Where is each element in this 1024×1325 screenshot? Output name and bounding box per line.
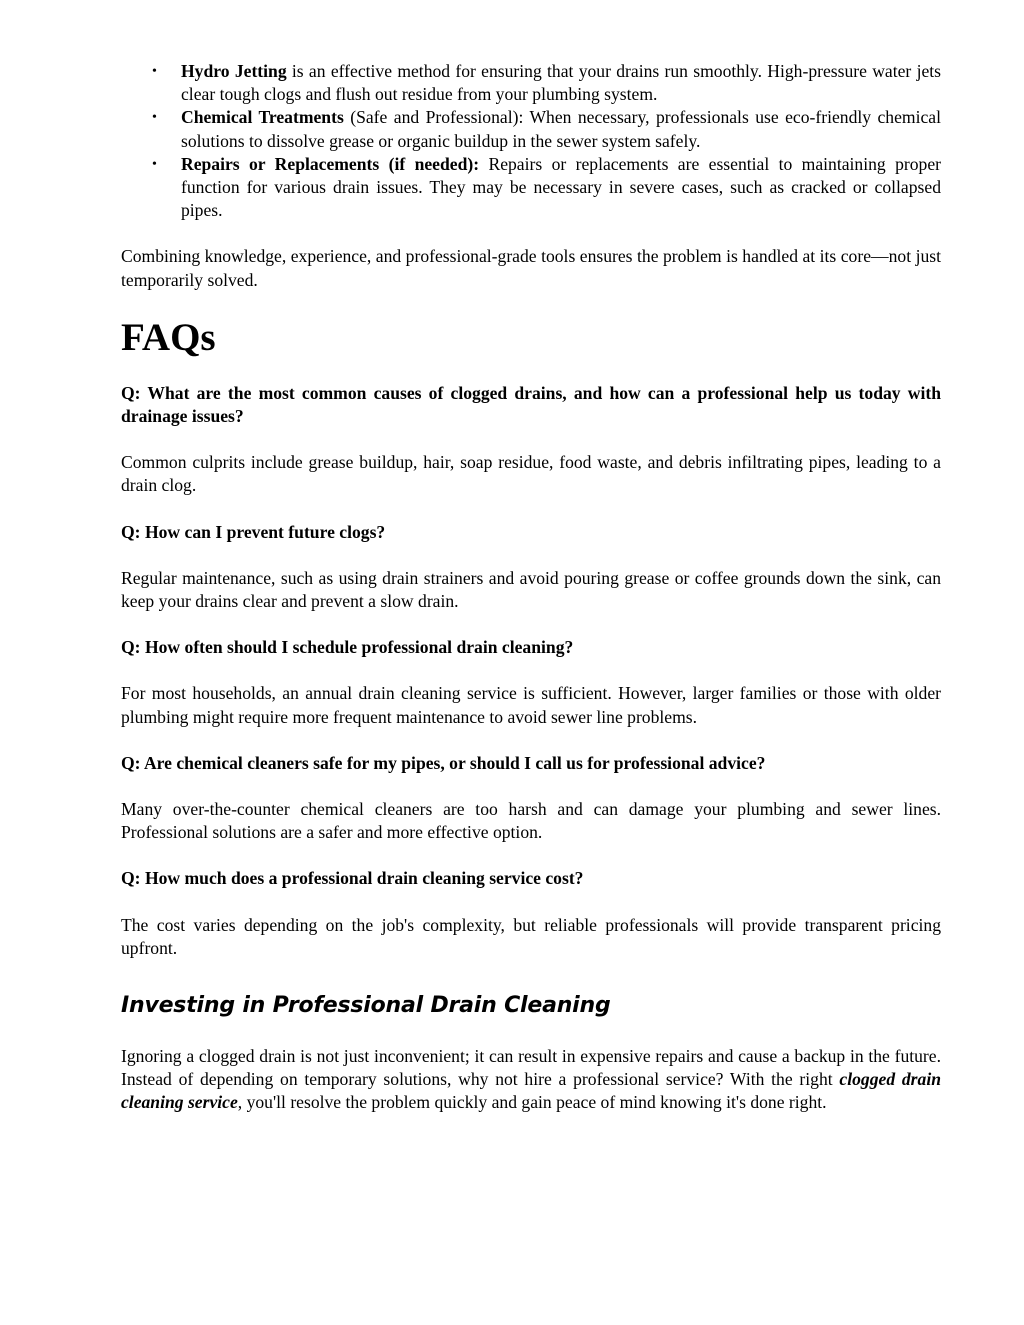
service-bullet-list	[121, 60, 941, 222]
faq-answer: Many over-the-counter chemical cleaners are too harsh and can damage your plumbing and sewer lines. Professional solutions are a safer and more effective option.	[121, 799, 941, 843]
faqs-heading: FAQs	[121, 315, 216, 359]
faq-answer: The cost varies depending on the job's complexity, but reliable professionals will provide transparent pricing upfront.	[121, 914, 941, 958]
bullet-repairs-replacements	[121, 153, 941, 223]
faq-question: Q: How can I prevent future clogs?	[121, 521, 386, 542]
bullet-chemical-treatments	[121, 106, 941, 152]
bullet-term: Repairs or Replacements (if needed):	[181, 153, 480, 174]
investing-text-after: , you'll resolve the problem quickly and gain peace of mind knowing it's done right.	[237, 1092, 827, 1113]
bullet-hydro-jetting	[121, 60, 941, 106]
faq-question: Q: How often should I schedule professional drain cleaning?	[121, 637, 574, 658]
bullet-dot-icon: •	[152, 110, 157, 126]
faq-question: Q: What are the most common causes of clogged drains, and how can a professional help us today with drainage issues?	[121, 382, 941, 427]
investing-emphasis: clogged drain cleaning service	[121, 1069, 941, 1113]
bullet-text: Repairs or replacements are essential to maintaining proper function for various drain issues. They may be necessary in severe cases, such as cracked or collapsed pipes.	[181, 153, 941, 221]
faq-question: Q: Are chemical cleaners safe for my pipes, or should I call us for professional advice?	[121, 752, 766, 773]
faq-answer: Regular maintenance, such as using drain strainers and avoid pouring grease or coffee grounds down the sink, can keep your drains clear and prevent a slow drain.	[121, 567, 941, 612]
bullet-text: is an effective method for ensuring that your drains run smoothly. High-pressure water jets clear tough clogs and flush out residue from your plumbing system.	[181, 61, 942, 105]
bullet-term: Hydro Jetting	[181, 61, 287, 81]
investing-heading: Investing in Professional Drain Cleaning	[121, 993, 611, 1019]
faq-answer: For most households, an annual drain cleaning service is sufficient. However, larger families or those with older plumbing might require more frequent maintenance to avoid sewer line problems.	[121, 683, 941, 727]
summary-paragraph: Combining knowledge, experience, and professional-grade tools ensures the problem is handled at its core—not just temporarily solved.	[121, 246, 941, 290]
bullet-dot-icon: •	[152, 156, 157, 172]
investing-paragraph	[121, 1045, 941, 1115]
bullet-text: (Safe and Professional): When necessary, professionals use eco-friendly chemical solutions to dissolve grease or organic buildup in the sewer system safely.	[181, 107, 941, 151]
investing-text-before: Ignoring a clogged drain is not just inconvenient; it can result in expensive repairs and cause a backup in the future. Instead of depending on temporary solutions, why not hire a professional service? With the right	[121, 1046, 941, 1090]
faq-answer: Common culprits include grease buildup, hair, soap residue, food waste, and debris infiltrating pipes, leading to a drain clog.	[121, 452, 941, 496]
faq-question: Q: How much does a professional drain cleaning service cost?	[121, 868, 584, 889]
bullet-term: Chemical Treatments	[181, 107, 344, 128]
bullet-dot-icon: •	[152, 64, 157, 79]
document-page	[121, 60, 941, 1115]
